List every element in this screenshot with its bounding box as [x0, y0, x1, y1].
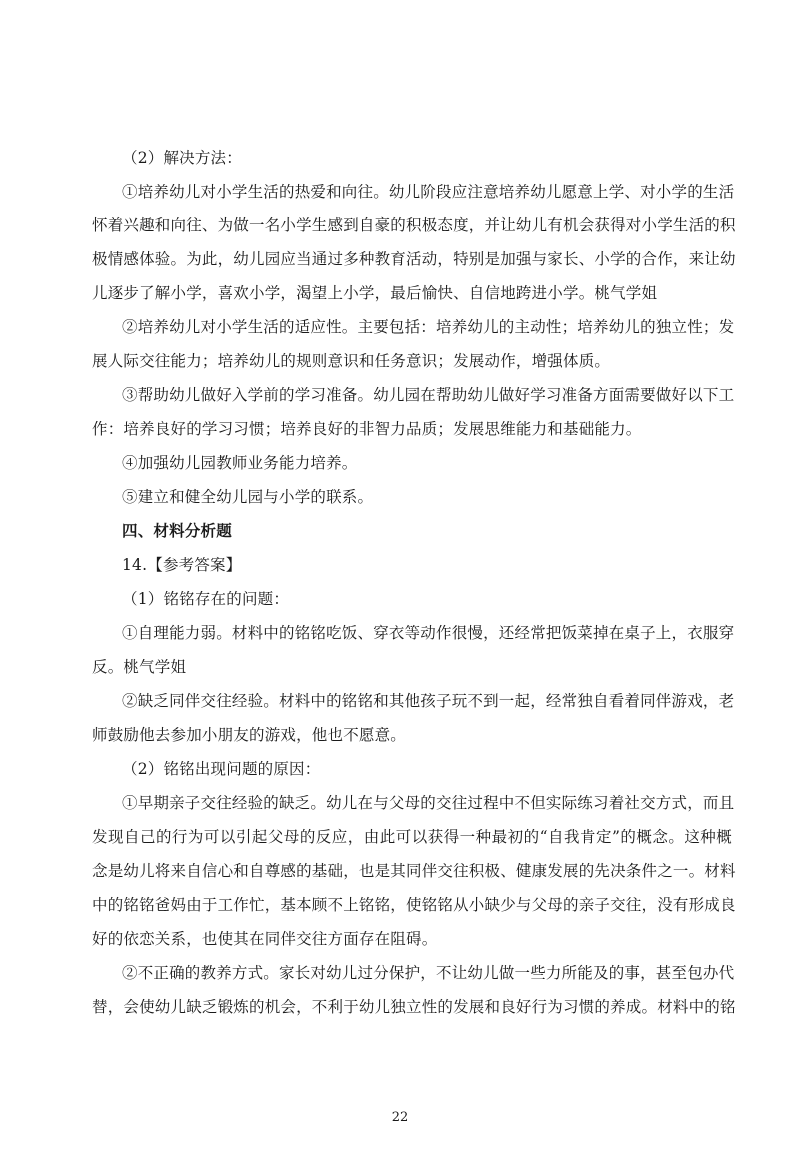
paragraph-line: ①自理能力弱。材料中的铭铭吃饭、穿衣等动作很慢，还经常把饭菜掉在桌子上，衣服穿: [122, 624, 735, 642]
section-heading-material-analysis: 四、材料分析题: [122, 521, 232, 540]
paragraph-line: 极情感体验。为此，幼儿园应当通过多种教育活动，特别是加强与家长、小学的合作，来让幼: [92, 250, 736, 268]
paragraph-line: 念是幼儿将来自信心和自尊感的基础，也是其同伴交往积极、健康发展的先决条件之一。材料: [92, 862, 736, 880]
paragraph-line: ②培养幼儿对小学生活的适应性。主要包括：培养幼儿的主动性；培养幼儿的独立性；发: [122, 318, 735, 336]
paragraph-line: 师鼓励他去参加小朋友的游戏，他也不愿意。: [92, 726, 407, 744]
paragraph-line: 发现自己的行为可以引起父母的反应，由此可以获得一种最初的“自我肯定”的概念。这种概: [92, 828, 732, 846]
paragraph-line: 展人际交往能力；培养幼儿的规则意识和任务意识；发展动作，增强体质。: [92, 352, 611, 370]
subheading-problems: （1）铭铭存在的问题：: [122, 590, 290, 608]
question-number: 14.【参考答案】: [122, 556, 242, 574]
paragraph-line: 中的铭铭爸妈由于工作忙，基本顾不上铭铭，使铭铭从小缺少与父母的亲子交往，没有形成良: [92, 896, 736, 914]
paragraph-line: ①培养幼儿对小学生活的热爱和向往。幼儿阶段应注意培养幼儿愿意上学、对小学的生活: [122, 183, 735, 201]
paragraph-line: 儿逐步了解小学，喜欢小学，渴望上小学，最后愉快、自信地跨进小学。桃气学姐: [92, 284, 658, 302]
page-number: 22: [391, 1110, 409, 1125]
paragraph-line: ②不正确的教养方式。家长对幼儿过分保护，不让幼儿做一些力所能及的事，甚至包办代: [122, 964, 735, 982]
paragraph-line: 好的依恋关系，也使其在同伴交往方面存在阻碍。: [92, 930, 438, 948]
paragraph-line: ⑤建立和健全幼儿园与小学的联系。: [122, 488, 374, 506]
paragraph-line: ④加强幼儿园教师业务能力培养。: [122, 454, 358, 472]
paragraph-line: 反。桃气学姐: [92, 658, 187, 676]
paragraph-line: 作：培养良好的学习习惯；培养良好的非智力品质；发展思维能力和基础能力。: [92, 420, 642, 438]
paragraph-line: 替，会使幼儿缺乏锻炼的机会，不利于幼儿独立性的发展和良好行为习惯的养成。材料中的铭: [92, 998, 736, 1016]
paragraph-line: ③帮助幼儿做好入学前的学习准备。幼儿园在帮助幼儿做好学习准备方面需要做好以下工: [122, 386, 735, 404]
section-heading-solutions: （2）解决方法：: [122, 149, 242, 167]
paragraph-line: 怀着兴趣和向往、为做一名小学生感到自豪的积极态度，并让幼儿有机会获得对小学生活的积: [92, 216, 736, 234]
paragraph-line: ①早期亲子交往经验的缺乏。幼儿在与父母的交往过程中不但实际练习着社交方式，而且: [122, 794, 735, 812]
paragraph-line: ②缺乏同伴交往经验。材料中的铭铭和其他孩子玩不到一起，经常独自看着同伴游戏，老: [122, 692, 735, 710]
subheading-causes: （2）铭铭出现问题的原因：: [122, 760, 321, 778]
